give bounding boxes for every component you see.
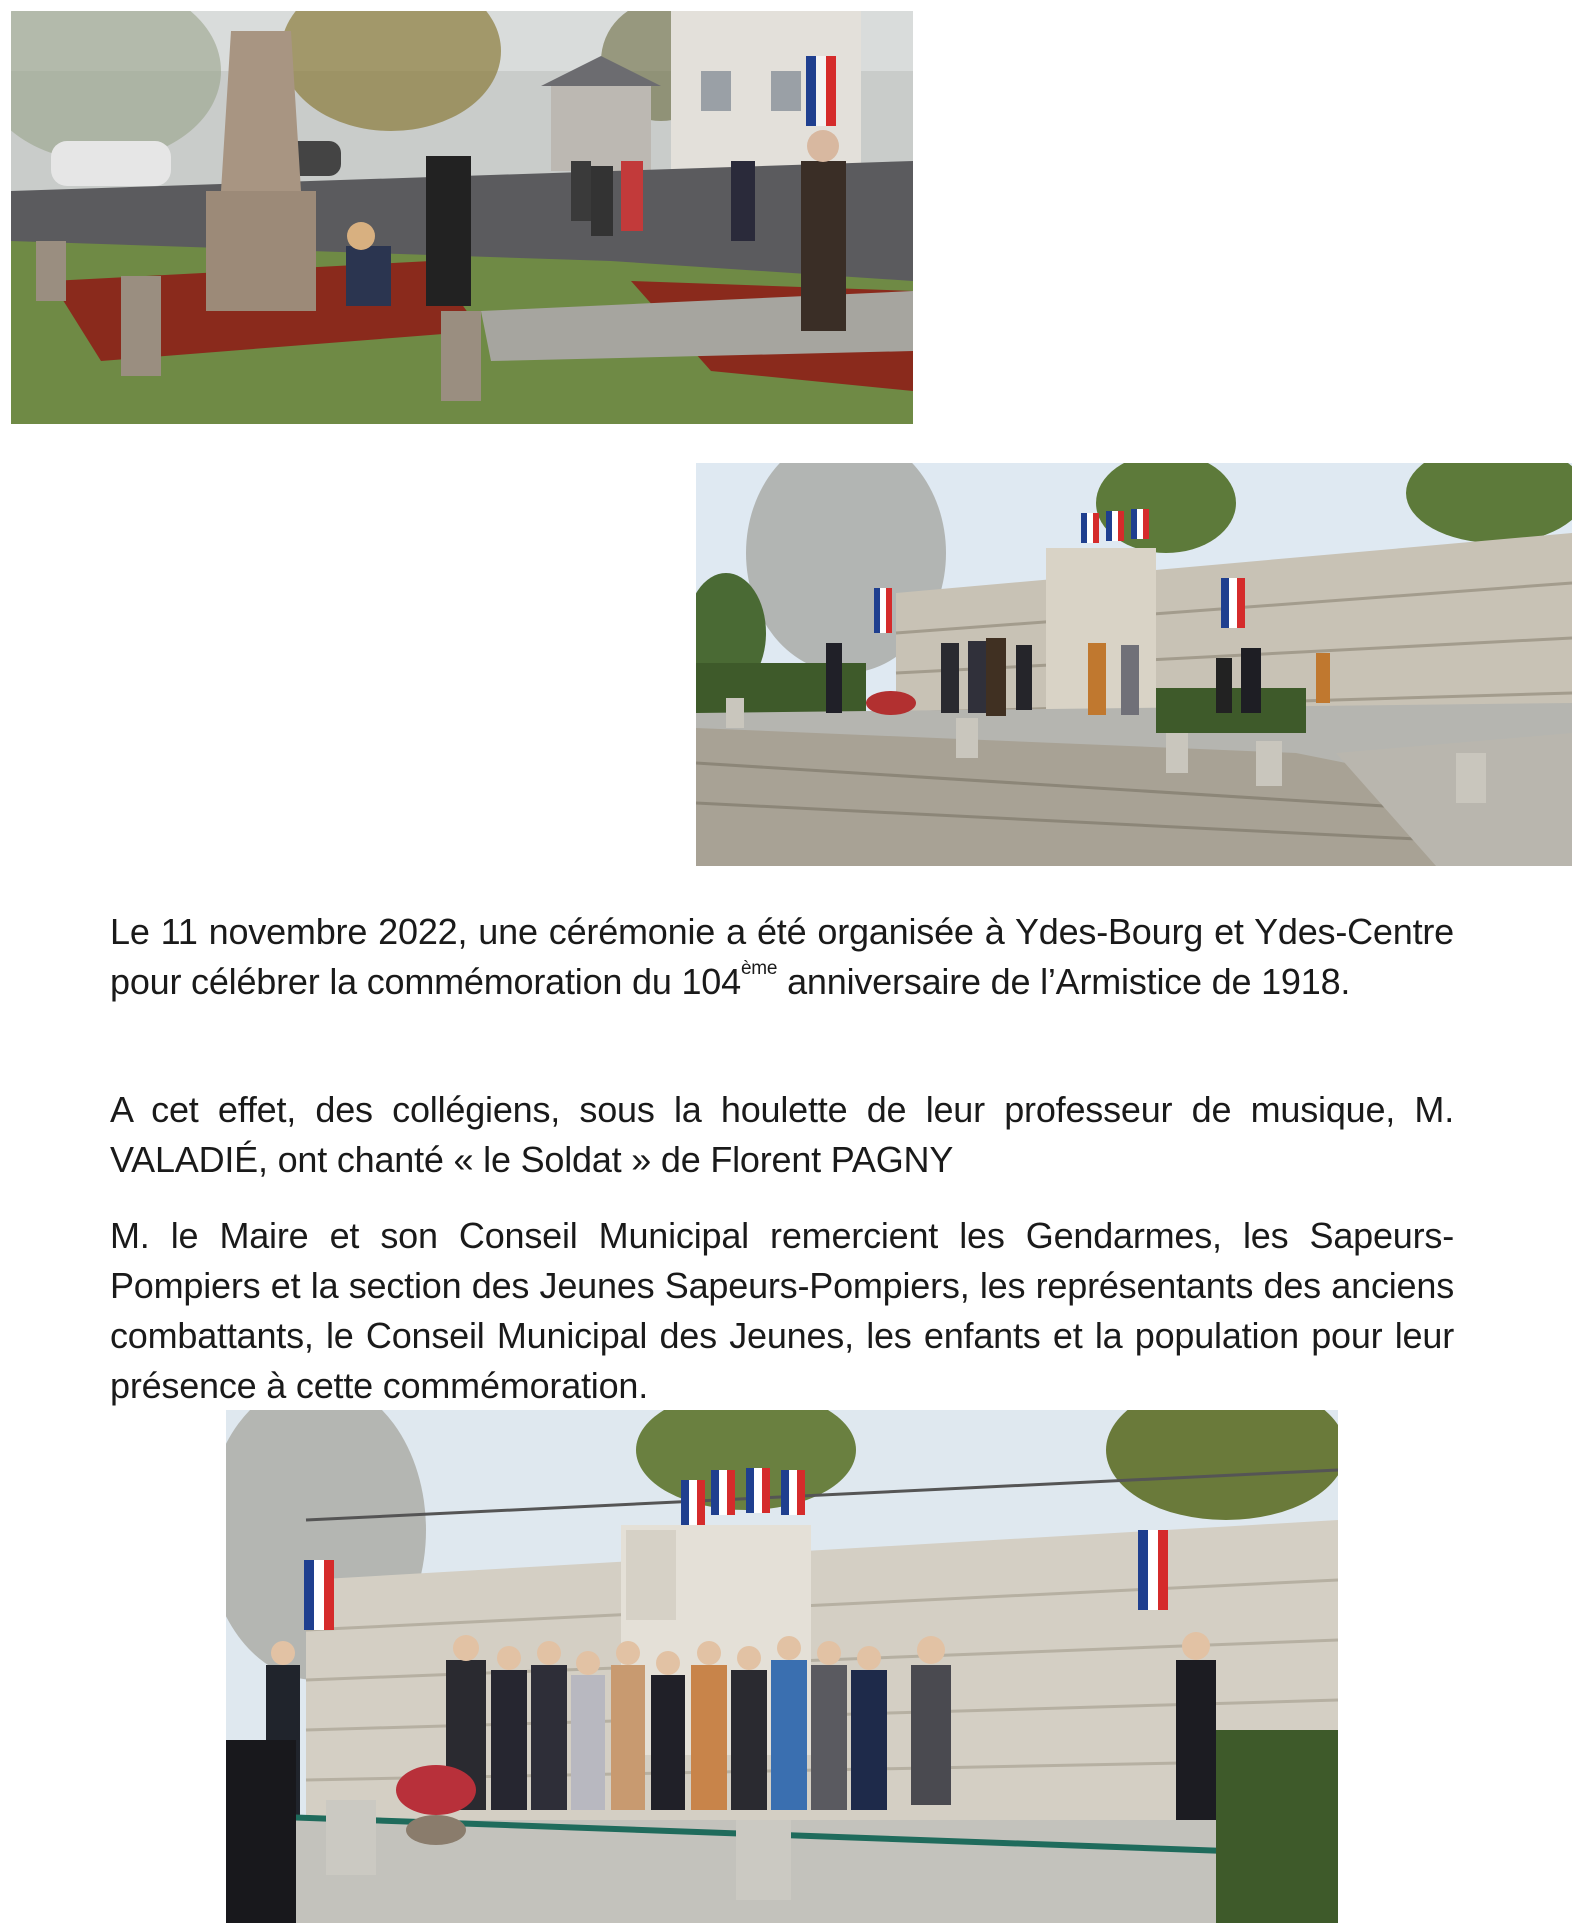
photo-memorial-wreath-laying	[11, 11, 913, 424]
article-paragraph-1	[110, 907, 1454, 1007]
article-paragraph-3-text: M. le Maire et son Conseil Municipal remercient les Gendarmes, les Sapeurs-Pompiers et la section des Jeunes Sapeurs-Pompiers, les représentants des anciens combattants, le Conseil Municipal des Jeunes, les enfants et la population pour leur présence à cette commémoration.	[110, 1215, 1454, 1406]
photo-memorial-wall-ceremony	[696, 463, 1572, 866]
photo-memorial-wall-ceremony-image	[696, 463, 1572, 866]
article-paragraph-2-text: A cet effet, des collégiens, sous la houlette de leur professeur de musique, M. VALADIÉ, ont chanté « le Soldat » de Florent PAGNY	[110, 1089, 1454, 1180]
photo-students-singing-image	[226, 1410, 1338, 1923]
article-superscript-eme: ème	[740, 958, 778, 979]
article-paragraph-1-tail: anniversaire de l’Armistice de 1918.	[777, 961, 1351, 1002]
article-paragraph-3	[110, 1211, 1454, 1411]
photo-students-singing	[226, 1410, 1338, 1923]
photo-memorial-wreath-laying-image	[11, 11, 913, 424]
article-paragraph-1-text: Le 11 novembre 2022, une cérémonie a été organisée à Ydes-Bourg et Ydes-Centre pour célébrer la commémoration du 104	[110, 911, 1454, 1002]
article-paragraph-2	[110, 1085, 1454, 1185]
